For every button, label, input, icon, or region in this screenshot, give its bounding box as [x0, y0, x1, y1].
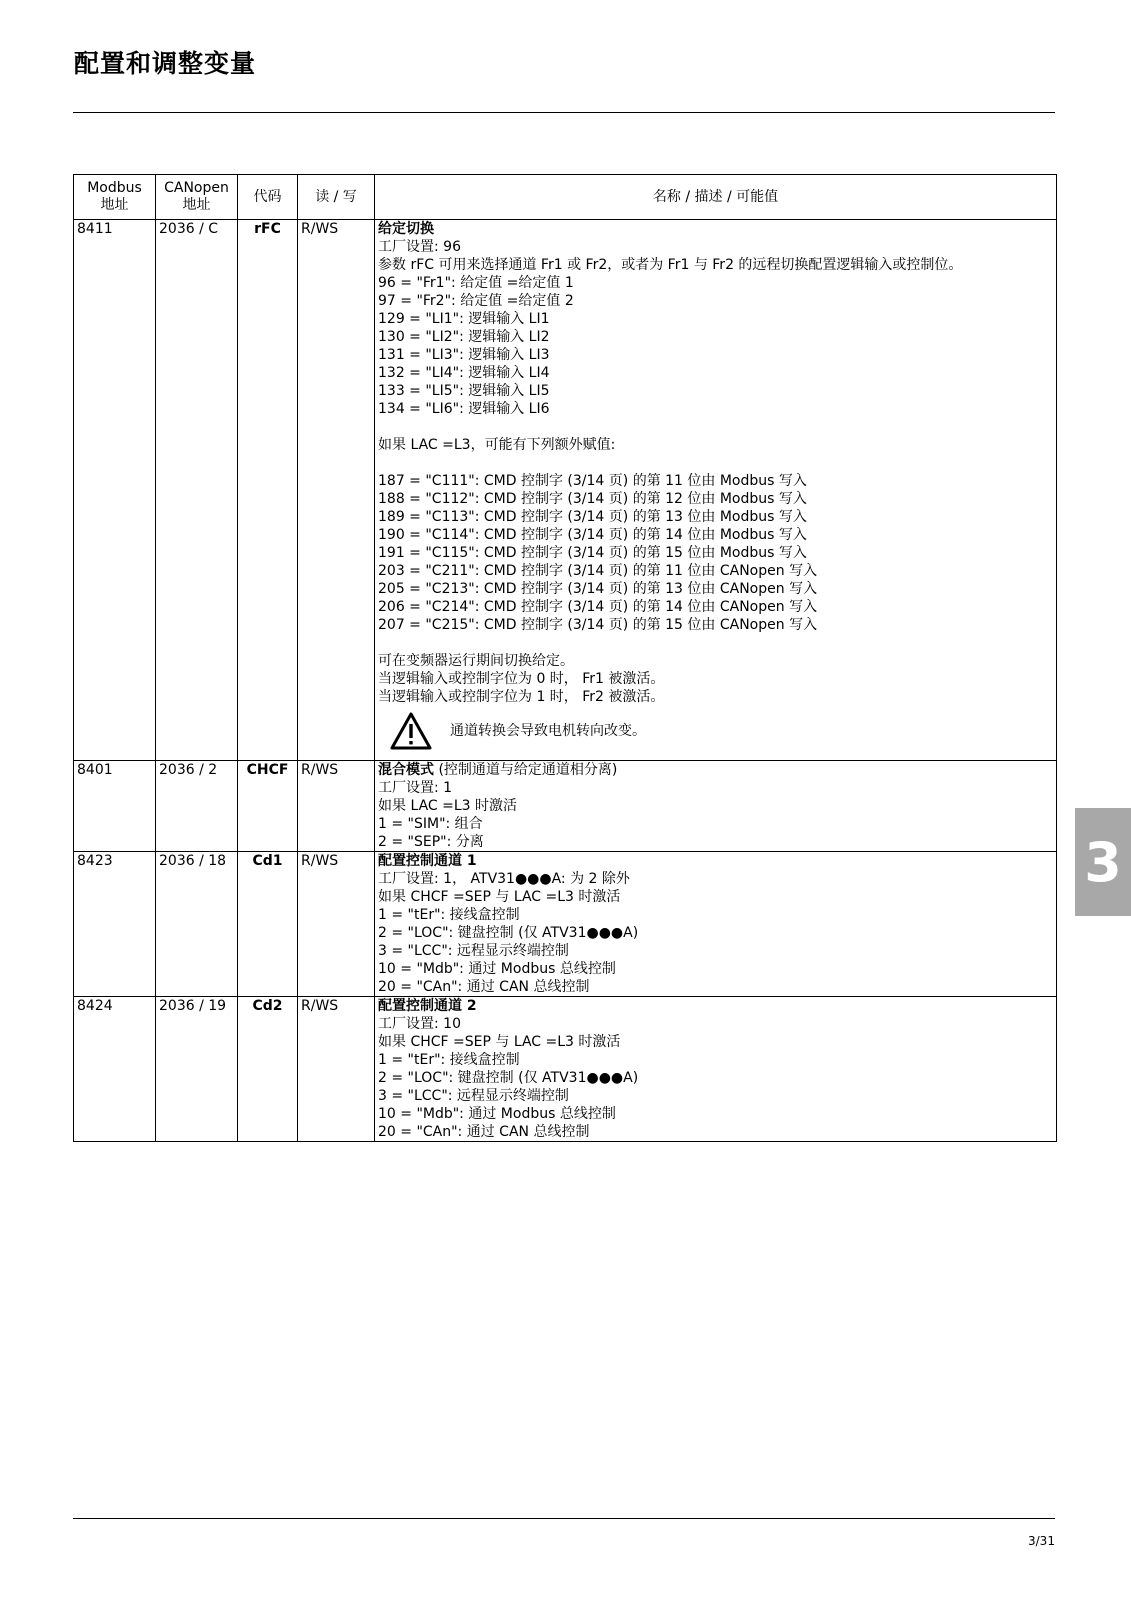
cell-rw: R/WS — [298, 852, 375, 997]
column-header-rw: 读 / 写 — [298, 175, 375, 220]
desc-line: 如果 LAC =L3 时激活 — [378, 798, 518, 814]
desc-line: 189 = "C113": CMD 控制字 (3/14 页) 的第 13 位由 Modbus 写入 — [378, 509, 807, 525]
desc-line: 207 = "C215": CMD 控制字 (3/14 页) 的第 15 位由 CANopen 写入 — [378, 617, 818, 633]
desc-line: 129 = "LI1": 逻辑输入 LI1 — [378, 311, 550, 327]
desc-line: 133 = "LI5": 逻辑输入 LI5 — [378, 383, 550, 399]
desc-line: 2 = "SEP": 分离 — [378, 834, 484, 850]
footer-rule — [73, 1518, 1055, 1519]
cell-modbus: 8401 — [74, 761, 156, 852]
cell-modbus: 8423 — [74, 852, 156, 997]
desc-line: 1 = "tEr": 接线盒控制 — [378, 1052, 520, 1068]
desc-line: 可在变频器运行期间切换给定。 — [378, 653, 574, 669]
desc-line: 96 = "Fr1": 给定值 =给定值 1 — [378, 275, 574, 291]
column-header-modbus-text: Modbus 地址 — [87, 180, 142, 213]
parameter-table — [73, 174, 1057, 1142]
page-title: 配置和调整变量 — [74, 49, 257, 78]
cell-description — [375, 852, 1057, 997]
page-number: 3/31 — [1028, 1534, 1055, 1548]
cell-modbus: 8411 — [74, 220, 156, 761]
desc-line: 3 = "LCC": 远程显示终端控制 — [378, 943, 569, 959]
desc-title-line — [378, 761, 1053, 779]
desc-line: 20 = "CAn": 通过 CAN 总线控制 — [378, 1124, 590, 1140]
desc-line: 10 = "Mdb": 通过 Modbus 总线控制 — [378, 961, 616, 977]
table-header-row — [74, 175, 1057, 220]
cell-rw: R/WS — [298, 220, 375, 761]
cell-description — [375, 997, 1057, 1142]
cell-code: Cd1 — [238, 852, 298, 997]
table-row — [74, 220, 1057, 761]
cell-code: CHCF — [238, 761, 298, 852]
chapter-tab: 3 — [1075, 808, 1131, 916]
column-header-description: 名称 / 描述 / 可能值 — [375, 175, 1057, 220]
desc-line: 190 = "C114": CMD 控制字 (3/14 页) 的第 14 位由 Modbus 写入 — [378, 527, 807, 543]
desc-line: 132 = "LI4": 逻辑输入 LI4 — [378, 365, 550, 381]
desc-line: 工厂设置: 10 — [378, 1016, 461, 1032]
desc-line: 1 = "SIM": 组合 — [378, 816, 483, 832]
spacer — [378, 454, 1053, 472]
desc-line: 如果 LAC =L3，可能有下列额外赋值: — [378, 437, 616, 453]
desc-line: 206 = "C214": CMD 控制字 (3/14 页) 的第 14 位由 CANopen 写入 — [378, 599, 818, 615]
desc-title: 配置控制通道 2 — [378, 998, 477, 1014]
table-row — [74, 997, 1057, 1142]
desc-line: 2 = "LOC": 键盘控制 (仅 ATV31●●●A) — [378, 925, 639, 941]
desc-title: 配置控制通道 1 — [378, 853, 477, 869]
cell-rw: R/WS — [298, 997, 375, 1142]
table-row — [74, 761, 1057, 852]
desc-line: 当逻辑输入或控制字位为 1 时， Fr2 被激活。 — [378, 689, 665, 705]
desc-line: 134 = "LI6": 逻辑输入 LI6 — [378, 401, 550, 417]
desc-title-suffix: (控制通道与给定通道相分离) — [434, 762, 618, 778]
warning-text: 通道转换会导致电机转向改变。 — [450, 723, 646, 739]
cell-modbus: 8424 — [74, 997, 156, 1142]
desc-line: 131 = "LI3": 逻辑输入 LI3 — [378, 347, 550, 363]
desc-line: 205 = "C213": CMD 控制字 (3/14 页) 的第 13 位由 CANopen 写入 — [378, 581, 818, 597]
cell-canopen: 2036 / 2 — [156, 761, 238, 852]
desc-line: 3 = "LCC": 远程显示终端控制 — [378, 1088, 569, 1104]
desc-line: 130 = "LI2": 逻辑输入 LI2 — [378, 329, 550, 345]
desc-line: 2 = "LOC": 键盘控制 (仅 ATV31●●●A) — [378, 1070, 639, 1086]
desc-line: 工厂设置: 96 — [378, 239, 461, 255]
column-header-canopen — [156, 175, 238, 220]
desc-line: 如果 CHCF =SEP 与 LAC =L3 时激活 — [378, 889, 621, 905]
desc-line: 188 = "C112": CMD 控制字 (3/14 页) 的第 12 位由 Modbus 写入 — [378, 491, 807, 507]
cell-description — [375, 220, 1057, 761]
cell-description — [375, 761, 1057, 852]
spacer — [378, 418, 1053, 436]
spacer — [378, 634, 1053, 652]
desc-line: 1 = "tEr": 接线盒控制 — [378, 907, 520, 923]
cell-canopen: 2036 / C — [156, 220, 238, 761]
column-header-modbus — [74, 175, 156, 220]
desc-line: 当逻辑输入或控制字位为 0 时， Fr1 被激活。 — [378, 671, 665, 687]
desc-line: 10 = "Mdb": 通过 Modbus 总线控制 — [378, 1106, 616, 1122]
desc-line: 97 = "Fr2": 给定值 =给定值 2 — [378, 293, 574, 309]
column-header-code: 代码 — [238, 175, 298, 220]
desc-title: 混合模式 — [378, 762, 434, 778]
desc-line: 工厂设置: 1 — [378, 780, 453, 796]
desc-line: 191 = "C115": CMD 控制字 (3/14 页) 的第 15 位由 Modbus 写入 — [378, 545, 807, 561]
cell-rw: R/WS — [298, 761, 375, 852]
desc-line: 20 = "CAn": 通过 CAN 总线控制 — [378, 979, 590, 995]
desc-line: 参数 rFC 可用来选择通道 Fr1 或 Fr2，或者为 Fr1 与 Fr2 的远程切换配置逻辑输入或控制位。 — [378, 257, 963, 273]
desc-line: 187 = "C111": CMD 控制字 (3/14 页) 的第 11 位由 Modbus 写入 — [378, 473, 807, 489]
header-rule — [73, 112, 1055, 113]
table-row — [74, 852, 1057, 997]
desc-line: 工厂设置: 1， ATV31●●●A: 为 2 除外 — [378, 871, 630, 887]
cell-code: Cd2 — [238, 997, 298, 1142]
warning-icon — [390, 712, 432, 750]
desc-line: 如果 CHCF =SEP 与 LAC =L3 时激活 — [378, 1034, 621, 1050]
desc-title: 给定切换 — [378, 221, 434, 237]
column-header-canopen-text: CANopen 地址 — [164, 180, 229, 213]
cell-canopen: 2036 / 19 — [156, 997, 238, 1142]
warning-note — [390, 712, 1053, 750]
cell-code: rFC — [238, 220, 298, 761]
desc-line: 203 = "C211": CMD 控制字 (3/14 页) 的第 11 位由 CANopen 写入 — [378, 563, 818, 579]
cell-canopen: 2036 / 18 — [156, 852, 238, 997]
